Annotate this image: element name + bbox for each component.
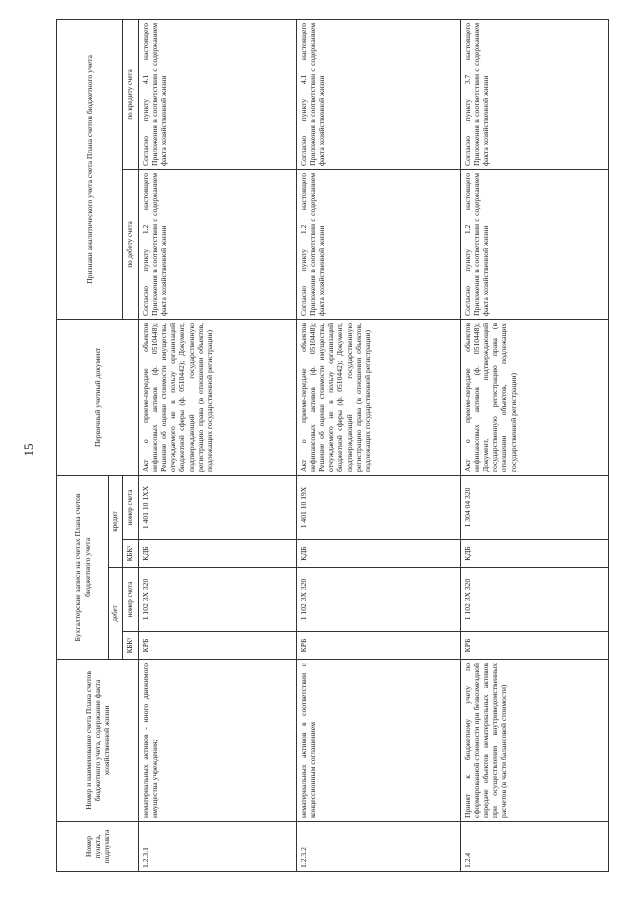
row-primary-document: Акт о приеме-передаче объектов нефинансовых активов (ф. 0510448); Документ, подтверждающий государственную регистрацию права (в отношении объектов, подлежащих государственной регистрации) [461, 319, 609, 475]
row-sign-credit: Согласно пункту 4.1 настоящего Приложения в соответствии с содержанием факта хозяйственной жизни [297, 19, 461, 169]
row-kbk-credit: КДБ [461, 540, 609, 568]
row-number: 1.2.3.2 [297, 822, 461, 872]
header-by-debit: по дебету счета [123, 169, 139, 319]
header-kbk-credit: КБК¹ [123, 540, 139, 568]
row-sign-credit: Согласно пункту 3.7 настоящего Приложения в соответствии с содержанием факта хозяйственной жизни [461, 19, 609, 169]
row-primary-document: Акт о приеме-передаче объектов нефинансовых активов (ф. 0510448); Решение об оценке стоимости имущества, отчуждаемого не в пользу организаций бюджетной сферы (ф. 0510442); Документ, подтверждающий государственную регистрацию права (в отношении объектов, подлежащих государственной регистрации) [139, 319, 297, 475]
table-row [297, 19, 461, 871]
header-account-name: Номер и наименование счета Плана счетов бюджетного учета, содержание факта хозяйственной жизни [57, 660, 139, 822]
row-account-debit: 1 102 3Х 320 [297, 568, 461, 632]
table-row [139, 19, 297, 871]
header-credit: кредит [109, 475, 123, 567]
accounting-table-container [56, 20, 608, 872]
row-sign-debit: Согласно пункту 1.2 настоящего Приложения в соответствии с содержанием факта хозяйственной жизни [297, 169, 461, 319]
header-accounting-entries: Бухгалтерские записи на счетах Плана счетов бюджетного учета [57, 475, 109, 659]
header-item-number: Номер пункта, подпункта [57, 822, 139, 872]
row-kbk-credit: КДБ [139, 540, 297, 568]
header-kbk-debit: КБК¹ [123, 632, 139, 660]
row-account-credit: 1 304 04 320 [461, 475, 609, 539]
row-kbk-debit: КРБ [139, 632, 297, 660]
header-account-number-debit: номер счета [123, 568, 139, 632]
header-analytical-signs: Признаки аналитического учета счета Плана счетов бюджетного учета [57, 19, 123, 319]
row-number: 1.2.4 [461, 822, 609, 872]
row-account-credit: 1 401 10 19Х [297, 475, 461, 539]
row-account-debit: 1 102 3Х 320 [139, 568, 297, 632]
accounting-table [56, 19, 609, 872]
row-account-credit: 1 401 10 1ХХ [139, 475, 297, 539]
row-account-description: нематериальных активов в соответствии с концессионным соглашением [297, 660, 461, 822]
row-sign-debit: Согласно пункту 1.2 настоящего Приложения в соответствии с содержанием факта хозяйственной жизни [139, 169, 297, 319]
table-row [461, 19, 609, 871]
row-kbk-credit: КДБ [297, 540, 461, 568]
row-sign-debit: Согласно пункту 1.2 настоящего Приложения в соответствии с содержанием факта хозяйственной жизни [461, 169, 609, 319]
row-account-description: нематериальных активов - иного движимого имущества учреждения; [139, 660, 297, 822]
row-kbk-debit: КРБ [461, 632, 609, 660]
page-number: 15 [21, 443, 36, 457]
row-account-description: Принят к бюджетному учету по сформированной стоимости при безвозмездной передаче объектов нематериальных активов при осуществлении внутриведомственных расчетов (в части балансовой стоимости) [461, 660, 609, 822]
header-by-credit: по кредиту счета [123, 19, 139, 169]
row-kbk-debit: КРБ [297, 632, 461, 660]
row-number: 1.2.3.1 [139, 822, 297, 872]
header-primary-document: Первичный учетный документ [57, 319, 139, 475]
row-sign-credit: Согласно пункту 4.1 настоящего Приложения в соответствии с содержанием факта хозяйственной жизни [139, 19, 297, 169]
header-debit: дебет [109, 568, 123, 660]
row-primary-document: Акт о приеме-передаче объектов нефинансовых активов (ф. 0510448); Решение об оценке стоимости имущества, отчуждаемого не в пользу организаций бюджетной сферы (ф. 0510442); Документ, подтверждающий государственную регистрацию права (в отношении объектов, подлежащих государственной регистрации) [297, 319, 461, 475]
row-account-debit: 1 102 3Х 320 [461, 568, 609, 632]
header-account-number-credit: номер счета [123, 475, 139, 539]
